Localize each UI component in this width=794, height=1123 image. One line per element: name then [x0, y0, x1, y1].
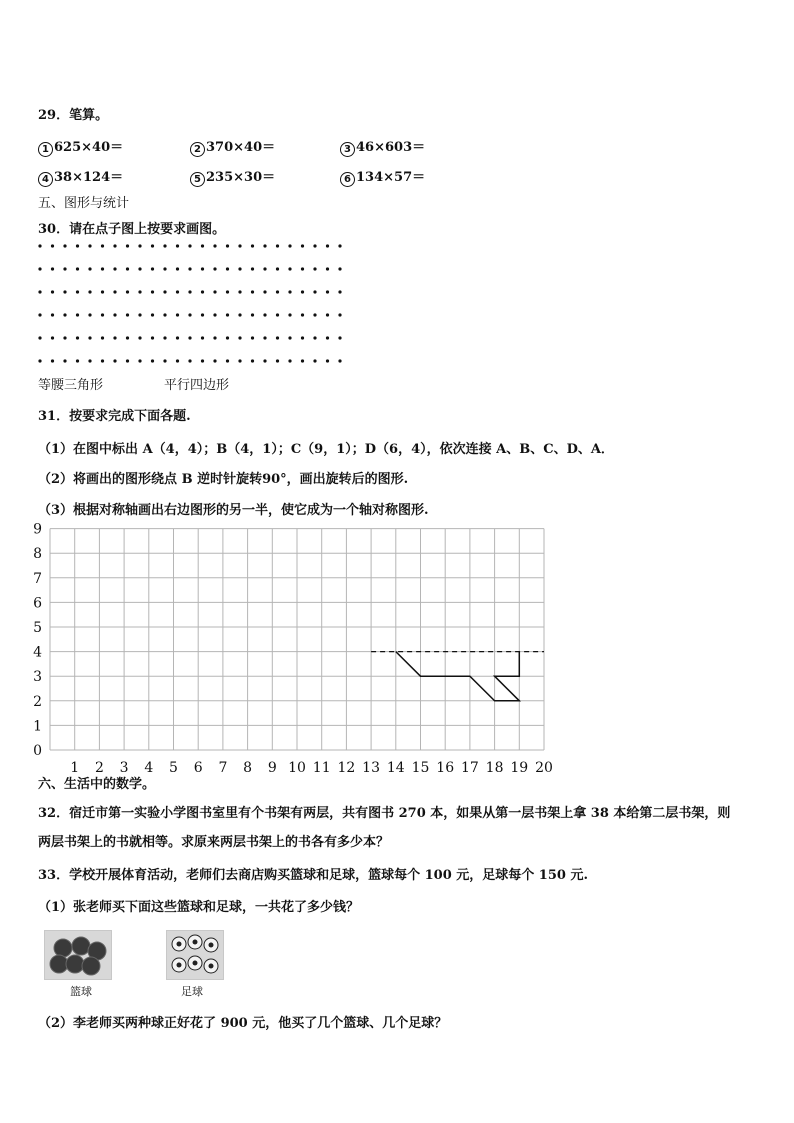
grid-dot: [88, 244, 91, 247]
grid-dot: [188, 313, 191, 316]
grid-dot: [251, 290, 254, 293]
grid-dot: [88, 336, 91, 339]
grid-dot: [301, 267, 304, 270]
grid-dot: [301, 336, 304, 339]
basketball-image: [44, 930, 112, 980]
x-tick-label: 1: [70, 760, 80, 776]
basketball-label: 篮球: [70, 985, 92, 998]
grid-dot: [201, 290, 204, 293]
grid-dot: [76, 336, 79, 339]
y-tick-label: 7: [33, 570, 42, 587]
grid-dot: [338, 290, 341, 293]
grid-dot: [276, 336, 279, 339]
grid-dot: [176, 244, 179, 247]
grid-dot: [38, 290, 41, 293]
grid-dot: [163, 290, 166, 293]
grid-dot: [113, 267, 116, 270]
grid-dot: [213, 267, 216, 270]
grid-dot: [263, 244, 266, 247]
calc-item-4: [38, 166, 123, 187]
grid-dot: [38, 267, 41, 270]
grid-dot: [188, 336, 191, 339]
grid-dot: [201, 244, 204, 247]
y-tick-label: 3: [33, 669, 42, 686]
grid-dot: [338, 244, 341, 247]
grid-dot: [326, 267, 329, 270]
grid-dot: [126, 359, 129, 362]
grid-dot: [76, 267, 79, 270]
grid-dot: [88, 267, 91, 270]
y-tick-label: 9: [33, 521, 42, 538]
grid-dot: [301, 290, 304, 293]
grid-dot: [76, 290, 79, 293]
grid-dot: [213, 359, 216, 362]
grid-dot: [313, 336, 316, 339]
x-tick-label: 13: [362, 760, 381, 776]
grid-dot: [213, 290, 216, 293]
grid-dot: [213, 336, 216, 339]
y-tick-label: 4: [33, 644, 42, 661]
grid-dot: [63, 359, 66, 362]
grid-dot: [276, 290, 279, 293]
q31-part-3: （3）根据对称轴画出右边图形的另一半，使它成为一个轴对称图形.: [38, 503, 429, 518]
grid-dot: [313, 313, 316, 316]
q33-part-2: （2）李老师买两种球正好花了 900 元，他买了几个篮球、几个足球？: [38, 1016, 448, 1031]
grid-dot: [51, 313, 54, 316]
basketball-icon: [45, 931, 111, 979]
x-tick-label: 3: [119, 760, 129, 776]
grid-dot: [163, 359, 166, 362]
circled-number: 4: [38, 172, 53, 187]
circled-number: 6: [340, 172, 355, 187]
grid-dot: [301, 244, 304, 247]
grid-dot: [126, 290, 129, 293]
grid-dot: [313, 290, 316, 293]
calc-expr: 625×40＝: [54, 140, 124, 155]
grid-dot: [76, 359, 79, 362]
grid-dot: [151, 290, 154, 293]
grid-dot: [101, 336, 104, 339]
grid-dot: [101, 244, 104, 247]
grid-dot: [238, 244, 241, 247]
grid-dot: [38, 244, 41, 247]
grid-dot: [238, 359, 241, 362]
football-image: [166, 930, 224, 980]
grid-dot: [301, 359, 304, 362]
circled-number: 2: [190, 142, 205, 157]
y-tick-label: 2: [33, 693, 42, 710]
x-tick-label: 14: [386, 760, 405, 776]
x-tick-label: 2: [94, 760, 104, 776]
grid-dot: [251, 313, 254, 316]
grid-dot: [126, 336, 129, 339]
grid-dot: [163, 313, 166, 316]
grid-dot: [226, 244, 229, 247]
grid-dot: [176, 267, 179, 270]
grid-dot: [138, 244, 141, 247]
grid-dot: [176, 359, 179, 362]
grid-dot: [163, 336, 166, 339]
grid-dot: [176, 290, 179, 293]
grid-dot: [238, 267, 241, 270]
grid-dot: [63, 267, 66, 270]
football-icon: [167, 931, 223, 979]
grid-dot: [313, 359, 316, 362]
label-isosceles-triangle: 等腰三角形: [38, 378, 104, 393]
grid-dot: [326, 244, 329, 247]
calc-expr: 134×57＝: [356, 170, 426, 185]
label-parallelogram: 平行四边形: [164, 378, 230, 393]
q31-part-1: （1）在图中标出 A（4，4）；B（4，1）；C（9，1）；D（6，4），依次连接 A、B、C、D、A．: [38, 442, 614, 457]
grid-dot: [263, 359, 266, 362]
grid-dot: [176, 336, 179, 339]
x-tick-label: 15: [411, 760, 430, 776]
grid-dot: [38, 313, 41, 316]
grid-dot: [51, 290, 54, 293]
q31-part-2: （2）将画出的图形绕点 B 逆时针旋转90°，画出旋转后的图形.: [38, 472, 409, 487]
section-heading-6: 六、生活中的数学。: [38, 777, 156, 792]
grid-dot: [63, 336, 66, 339]
grid-dot: [251, 336, 254, 339]
grid-dot: [326, 359, 329, 362]
grid-dot: [88, 290, 91, 293]
x-tick-label: 19: [510, 760, 529, 776]
grid-dot: [188, 290, 191, 293]
grid-dot: [201, 336, 204, 339]
calc-item-5: [190, 166, 275, 187]
grid-dot: [138, 336, 141, 339]
calc-item-2: [190, 136, 275, 157]
calc-item-1: [38, 136, 123, 157]
y-tick-label: 1: [33, 718, 42, 735]
grid-dot: [326, 336, 329, 339]
grid-dot: [88, 313, 91, 316]
grid-dot: [63, 244, 66, 247]
calc-item-6: [340, 166, 425, 187]
grid-dot: [226, 290, 229, 293]
q32-line-2: 两层书架上的书就相等。求原来两层书架上的书各有多少本？: [38, 835, 390, 850]
grid-dot: [51, 359, 54, 362]
grid-dot: [263, 267, 266, 270]
football-label: 足球: [181, 985, 203, 998]
grid-dot: [201, 313, 204, 316]
grid-dot: [101, 290, 104, 293]
grid-dot: [101, 359, 104, 362]
x-tick-label: 4: [144, 760, 154, 776]
x-tick-label: 11: [312, 760, 331, 776]
circled-number: 1: [38, 142, 53, 157]
grid-dot: [288, 313, 291, 316]
grid-dot: [76, 313, 79, 316]
grid-dot: [326, 313, 329, 316]
q32-line-1: 32．宿迁市第一实验小学图书室里有个书架有两层，共有图书 270 本，如果从第一层书架上拿 38 本给第二层书架，则: [38, 806, 731, 821]
grid-dot: [188, 359, 191, 362]
x-tick-label: 12: [337, 760, 356, 776]
grid-dot: [276, 244, 279, 247]
calc-expr: 370×40＝: [206, 140, 276, 155]
grid-dot: [163, 244, 166, 247]
grid-dot: [226, 313, 229, 316]
grid-dot: [288, 267, 291, 270]
grid-dot: [126, 313, 129, 316]
grid-dot: [151, 244, 154, 247]
grid-dot: [138, 267, 141, 270]
grid-dot: [226, 336, 229, 339]
grid-dot: [176, 313, 179, 316]
grid-dot: [338, 267, 341, 270]
calc-expr: 235×30＝: [206, 170, 276, 185]
grid-dot: [63, 290, 66, 293]
grid-dot: [51, 244, 54, 247]
grid-dot: [326, 290, 329, 293]
q29-title: 29．笔算。: [38, 108, 109, 123]
grid-dot: [138, 290, 141, 293]
grid-dot: [63, 313, 66, 316]
grid-dot: [138, 359, 141, 362]
grid-dot: [126, 244, 129, 247]
grid-dot: [288, 290, 291, 293]
x-tick-label: 20: [535, 760, 553, 776]
y-tick-label: 8: [33, 546, 42, 563]
q33-part-1: （1）张老师买下面这些篮球和足球，一共花了多少钱？: [38, 900, 360, 915]
grid-dot: [213, 244, 216, 247]
grid-dot: [51, 336, 54, 339]
grid-dot: [263, 336, 266, 339]
grid-dot: [138, 313, 141, 316]
x-tick-label: 16: [436, 760, 455, 776]
calc-item-3: [340, 136, 425, 157]
grid-dot: [201, 359, 204, 362]
grid-dot: [276, 313, 279, 316]
grid-dot: [238, 313, 241, 316]
y-tick-label: 0: [33, 743, 42, 759]
grid-dot: [251, 267, 254, 270]
grid-dot: [113, 313, 116, 316]
grid-dot: [238, 290, 241, 293]
grid-dot: [163, 267, 166, 270]
grid-dot: [338, 313, 341, 316]
circled-number: 3: [340, 142, 355, 157]
grid-dot: [338, 359, 341, 362]
calc-expr: 38×124＝: [54, 170, 124, 185]
grid-dot: [251, 244, 254, 247]
grid-dot: [126, 267, 129, 270]
grid-dot: [151, 313, 154, 316]
y-tick-label: 5: [33, 620, 42, 636]
x-tick-label: 18: [485, 760, 504, 776]
coordinate-grid[interactable]: [28, 520, 568, 780]
grid-dot: [338, 336, 341, 339]
x-tick-label: 7: [218, 760, 228, 776]
grid-dot: [226, 267, 229, 270]
grid-dot: [238, 336, 241, 339]
calc-expr: 46×603＝: [356, 140, 426, 155]
x-tick-label: 5: [169, 760, 178, 776]
grid-dot: [151, 267, 154, 270]
grid-dot: [151, 359, 154, 362]
grid-dot: [276, 359, 279, 362]
grid-dot: [251, 359, 254, 362]
grid-dot: [301, 313, 304, 316]
x-tick-label: 17: [460, 760, 479, 776]
grid-dot: [101, 313, 104, 316]
grid-dot: [213, 313, 216, 316]
grid-dot: [188, 267, 191, 270]
x-tick-label: 9: [267, 760, 277, 776]
grid-dot: [263, 290, 266, 293]
grid-dot: [113, 359, 116, 362]
grid-dot: [276, 267, 279, 270]
section-heading-5: 五、图形与统计: [38, 196, 130, 211]
grid-dot: [151, 336, 154, 339]
x-tick-label: 10: [288, 760, 306, 776]
q31-title: 31．按要求完成下面各题.: [38, 409, 191, 424]
grid-dot: [313, 244, 316, 247]
x-tick-label: 8: [243, 760, 253, 776]
grid-dot: [38, 336, 41, 339]
grid-dot: [76, 244, 79, 247]
x-tick-label: 6: [193, 760, 203, 776]
y-tick-label: 6: [33, 595, 42, 612]
circled-number: 5: [190, 172, 205, 187]
grid-dot: [38, 359, 41, 362]
grid-dot: [263, 313, 266, 316]
q33-title: 33．学校开展体育活动，老师们去商店购买篮球和足球，篮球每个 100 元，足球每个 150 元.: [38, 868, 588, 883]
grid-dot: [188, 244, 191, 247]
grid-dot: [88, 359, 91, 362]
grid-dot: [288, 336, 291, 339]
dot-grid[interactable]: [36, 238, 356, 368]
grid-dot: [288, 244, 291, 247]
grid-dot: [101, 267, 104, 270]
grid-dot: [201, 267, 204, 270]
grid-dot: [51, 267, 54, 270]
grid-dot: [226, 359, 229, 362]
grid-dot: [313, 267, 316, 270]
grid-dot: [113, 290, 116, 293]
q30-title: 30．请在点子图上按要求画图。: [38, 222, 226, 237]
grid-dot: [113, 336, 116, 339]
grid-dot: [113, 244, 116, 247]
grid-dot: [288, 359, 291, 362]
